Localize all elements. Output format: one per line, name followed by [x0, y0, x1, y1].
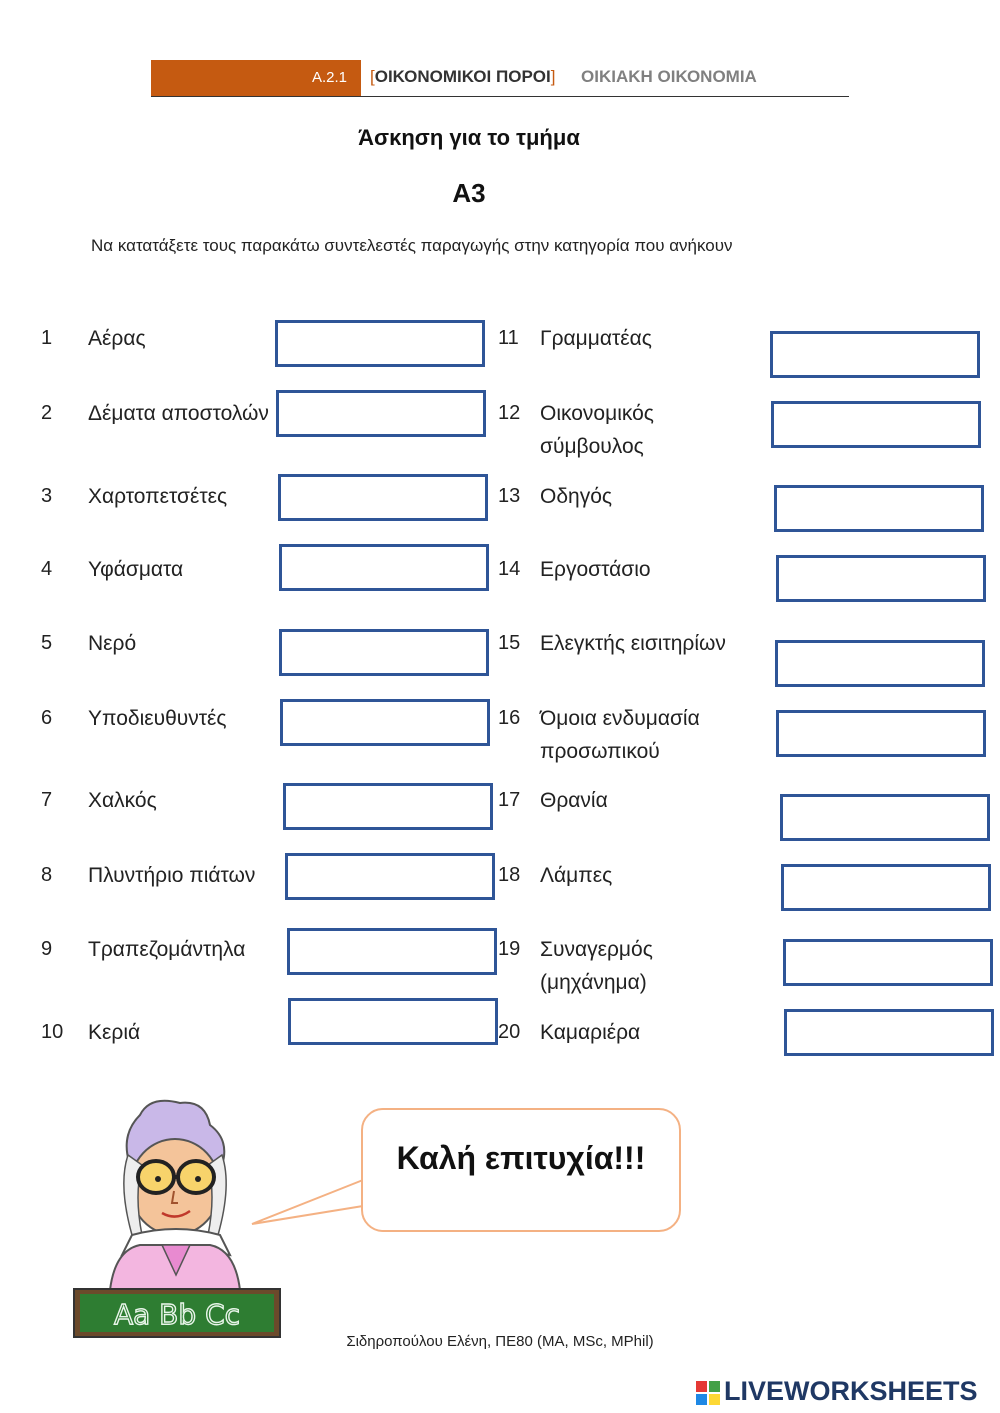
item-label: Λάμπες [540, 864, 613, 887]
item-label: Καμαριέρα [540, 1021, 641, 1044]
answer-box-5[interactable] [279, 629, 489, 676]
item-number: 2 [41, 402, 53, 424]
answer-box-6[interactable] [280, 699, 490, 746]
answer-box-12[interactable] [771, 401, 981, 448]
item-label: Υποδιευθυντές [88, 707, 227, 730]
item-number: 7 [41, 789, 53, 811]
item-label: Τραπεζομάντηλα [88, 938, 246, 961]
item-label: Νερό [88, 632, 137, 655]
item-label: Δέματα αποστολών [88, 402, 269, 425]
item-number: 1 [41, 327, 53, 349]
item-number: 20 [498, 1021, 521, 1043]
item-label: Κεριά [88, 1021, 141, 1044]
item-number: 14 [498, 558, 521, 580]
answer-box-2[interactable] [276, 390, 486, 437]
instruction-text: Να κατατάξετε τους παρακάτω συντελεστές παραγωγής στην κατηγορία που ανήκουν [91, 236, 733, 255]
answer-box-3[interactable] [278, 474, 488, 521]
page-title: Άσκηση για το τμήμα [358, 125, 580, 150]
answer-box-18[interactable] [781, 864, 991, 911]
author-footer: Σιδηροπούλου Ελένη, ΠΕ80 (ΜΑ, MSc, MPhil) [346, 1333, 654, 1350]
chalkboard-text: Aa Bb Cc [113, 1298, 241, 1331]
item-label: Αέρας [88, 327, 146, 350]
answer-box-4[interactable] [279, 544, 489, 591]
item-label: Πλυντήριο πιάτων [88, 864, 256, 887]
header-divider [151, 96, 849, 97]
item-number: 4 [41, 558, 53, 580]
answer-box-7[interactable] [283, 783, 493, 830]
item-number: 17 [498, 789, 521, 811]
bubble-text: Καλή επιτυχία!!! [396, 1140, 646, 1176]
answer-box-1[interactable] [275, 320, 485, 367]
item-label: Χαρτοπετσέτες [88, 485, 228, 508]
answer-box-20[interactable] [784, 1009, 994, 1056]
section-category [370, 67, 555, 87]
class-name: Α3 [452, 178, 486, 208]
item-number: 12 [498, 402, 521, 424]
answer-box-11[interactable] [770, 331, 980, 378]
item-label: Οδηγός [540, 485, 613, 508]
answer-box-17[interactable] [780, 794, 990, 841]
item-label: Εργοστάσιο [540, 558, 651, 581]
bubble-tail [250, 1170, 370, 1230]
answer-box-9[interactable] [287, 928, 497, 975]
answer-box-19[interactable] [783, 939, 993, 986]
item-number: 6 [41, 707, 53, 729]
item-number: 19 [498, 938, 521, 960]
item-label: Γραμματέας [540, 327, 652, 350]
section-subtitle: ΟΙΚΙΑΚΗ ΟΙΚΟΝΟΜΙΑ [581, 67, 757, 86]
item-number: 11 [498, 327, 519, 349]
bracket-close: ] [550, 67, 556, 86]
item-number: 9 [41, 938, 53, 960]
answer-box-15[interactable] [775, 640, 985, 687]
answer-box-13[interactable] [774, 485, 984, 532]
liveworksheets-brand[interactable]: LIVEWORKSHEETS [724, 1376, 978, 1406]
item-number: 15 [498, 632, 521, 654]
answer-box-10[interactable] [288, 998, 498, 1045]
item-label: Οικονομικός σύμβουλος [540, 402, 654, 458]
section-code: A.2.1 [312, 69, 348, 86]
liveworksheets-logo-icon [696, 1381, 720, 1405]
item-label: Συναγερμός (μηχάνημα) [540, 938, 653, 994]
answer-box-8[interactable] [285, 853, 495, 900]
answer-box-14[interactable] [776, 555, 986, 602]
item-number: 10 [41, 1021, 64, 1043]
item-number: 5 [41, 632, 53, 654]
item-number: 8 [41, 864, 53, 886]
item-label: Υφάσματα [88, 558, 184, 581]
item-number: 18 [498, 864, 521, 886]
item-number: 16 [498, 707, 521, 729]
item-label: Ελεγκτής εισιτηρίων [540, 632, 726, 655]
item-label: Όμοια ενδυμασία προσωπικού [540, 707, 700, 763]
item-number: 13 [498, 485, 521, 507]
item-label: Χαλκός [88, 789, 157, 812]
bracket-open: [ [370, 67, 375, 86]
item-label: Θρανία [540, 789, 608, 812]
answer-box-16[interactable] [776, 710, 986, 757]
category-label: ΟΙΚΟΝΟΜΙΚΟΙ ΠΟΡΟΙ [374, 67, 551, 86]
item-number: 3 [41, 485, 53, 507]
